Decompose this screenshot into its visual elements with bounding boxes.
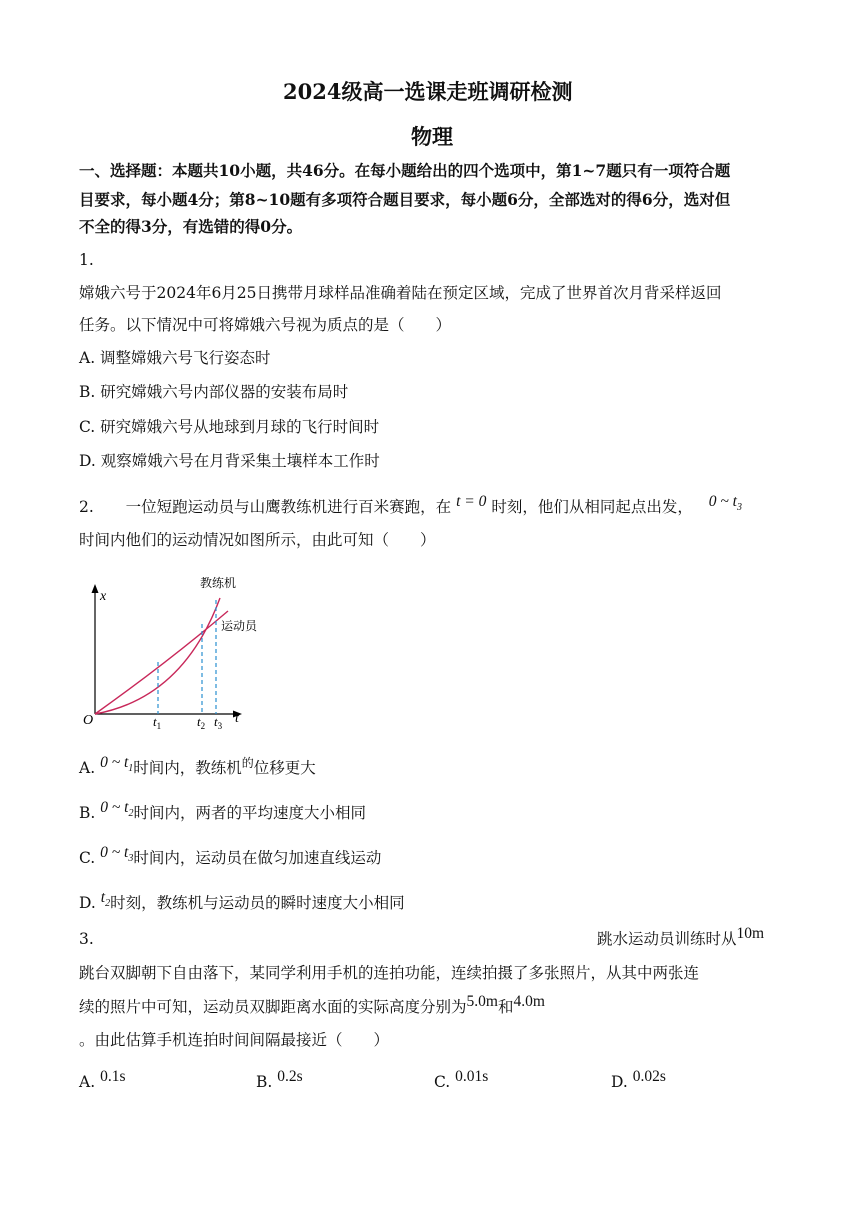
q2-stem-text-b: 时刻，他们从相同起点出发， <box>491 498 693 516</box>
q3-number: 3. <box>79 930 94 948</box>
q1-stem-line1: 嫦娥六号于2024年6月25日携带月球样品准确着陆在预定区域，完成了世界首次月背采样返回 <box>79 284 722 302</box>
exam-title: 2024级高一选课走班调研检测 <box>283 79 573 104</box>
x-axis-arrow <box>92 584 99 593</box>
q1-option-d: D. 观察嫦娥六号在月背采集土壤样本工作时 <box>79 452 380 470</box>
x-t-graph <box>78 570 258 730</box>
plane-curve <box>95 598 220 714</box>
graph-axis-x-label: x <box>100 589 107 604</box>
q3-option-c: C. 0.01s <box>434 1068 489 1091</box>
q2-stem-range: 0 ~ $t_3$ <box>708 493 742 514</box>
q3-option-a: A. 0.1s <box>79 1068 126 1091</box>
q2-stem-math-t0: t = 0 <box>456 493 487 510</box>
q1-option-c: C. 研究嫦娥六号从地球到月球的飞行时间时 <box>79 418 380 436</box>
q3-stem-line1: 跳水运动员训练时从10m <box>597 925 765 948</box>
q2-stem-text-a: 一位短跑运动员与山鹰教练机进行百米赛跑，在 <box>125 498 452 516</box>
graph-label-plane: 教练机 <box>200 576 237 590</box>
q1-number: 1. <box>79 251 94 269</box>
q3-height-10m: 10m <box>736 925 765 942</box>
graph-origin-label: O <box>83 713 94 728</box>
graph-label-runner: 运动员 <box>221 619 258 633</box>
q2-option-c: C. 0 ~ $t_3$时间内，运动员在做匀加速直线运动 <box>79 844 382 867</box>
q2-option-b: B. 0 ~ $t_2$时间内，两者的平均速度大小相同 <box>79 799 366 822</box>
q2-option-a: A. 0 ~ $t_1$时间内，教练机$^的$位移更大 <box>79 754 316 777</box>
q2-option-d: D. $t_2$时刻，教练机与运动员的瞬时速度大小相同 <box>79 889 405 912</box>
q3-stem-line3: 续的照片中可知，运动员双脚距离水面的实际高度分别为5.0m和4.0m <box>79 993 545 1016</box>
graph-t2-label: $t_2$ <box>197 714 206 730</box>
q3-stem-line2: 跳台双脚朝下自由落下，某同学利用手机的连拍功能，连续拍摄了多张照片，从其中两张连 <box>79 964 700 982</box>
subject-title: 物理 <box>411 124 453 149</box>
q1-stem-line2: 任务。以下情况中可将嫦娥六号视为质点的是（ ） <box>79 316 452 334</box>
graph-axis-t-label: t <box>235 711 239 726</box>
q3-option-b: B. 0.2s <box>256 1068 303 1091</box>
q3-option-d: D. 0.02s <box>611 1068 666 1091</box>
q3-stem-line4: 。由此估算手机连拍时间间隔最接近（ ） <box>79 1031 390 1049</box>
instructions-line1: 一、选择题：本题共10小题，共46分。在每小题给出的四个选项中，第1~7题只有一项符合题 <box>79 161 731 180</box>
instructions-line2: 目要求，每小题4分；第8~10题有多项符合题目要求，每小题6分，全部选对的得6分，选对但 <box>79 190 731 209</box>
q1-option-a: A. 调整嫦娥六号飞行姿态时 <box>79 349 271 367</box>
q2-stem-line2: 时间内他们的运动情况如图所示，由此可知（ ） <box>79 531 436 549</box>
q1-option-b: B. 研究嫦娥六号内部仪器的安装布局时 <box>79 383 349 401</box>
q2-number: 2. <box>79 498 94 516</box>
q2-stem-line1 <box>79 493 742 524</box>
graph-t1-label: $t_1$ <box>153 714 162 730</box>
graph-t3-label: $t_3$ <box>214 714 223 730</box>
q3-height-5m: 5.0m <box>466 993 498 1010</box>
instructions-line3: 不全的得3分，有选错的得0分。 <box>79 217 303 236</box>
q3-height-4m: 4.0m <box>513 993 545 1010</box>
